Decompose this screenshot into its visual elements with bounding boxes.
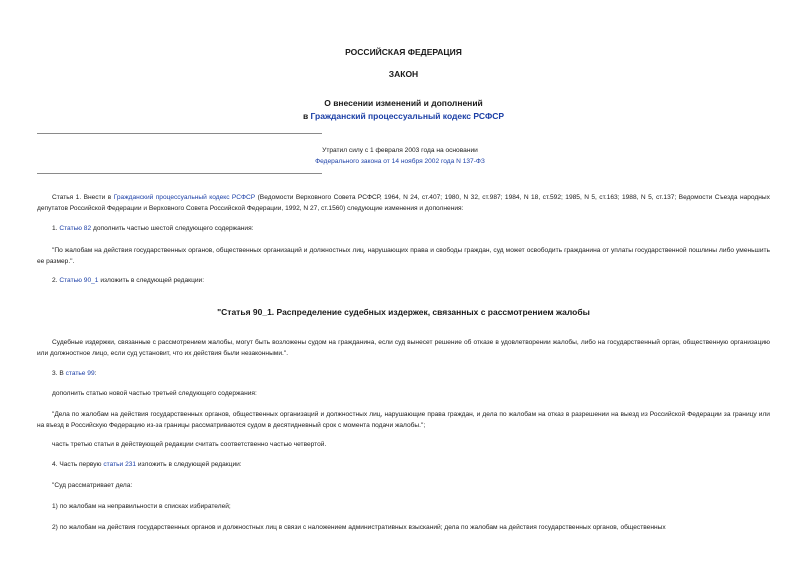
article-1-paragraph bbox=[37, 193, 770, 214]
divider-bottom bbox=[37, 173, 322, 174]
item-3a: дополнить статью новой частью третьей следующего содержания: bbox=[52, 390, 257, 397]
item-1-rest: дополнить частью шестой следующего содержания: bbox=[92, 225, 254, 232]
item-3b: часть третью статьи в действующей редакции считать соответственно частью четвертой. bbox=[52, 441, 327, 448]
item-3 bbox=[37, 369, 770, 380]
quote-2: Судебные издержки, связанные с рассмотрением жалобы, могут быть возложены судом на гражданина, если суд вынесет решение об отказе в удовлетворении жалобы, либо на государственный орган, общественную организацию или должностное лицо, если суд установит, что их действия были незаконными.". bbox=[37, 339, 770, 357]
item-3-rest: : bbox=[94, 370, 97, 377]
article-1-prefix: Статья 1. Внести в bbox=[52, 194, 112, 201]
quote-3: "Дела по жалобам на действия государственных органов, общественных организаций и должностных лиц, нарушающие права граждан, и дела по жалобам на отказ в разрешении на выезд из Российской Федерации за границу или на въезд в Российскую Федерацию из-за границы рассматриваются судом в десятидневный срок с момента подачи жалобы."; bbox=[37, 411, 770, 429]
article-231-link[interactable]: статьи 231 bbox=[103, 461, 137, 468]
item-4 bbox=[37, 460, 770, 471]
item-4-prefix: 4. Часть первую bbox=[52, 461, 102, 468]
article-1-rest: (Ведомости Верховного Совета РСФСР, 1964, N 24, ст.407; 1980, N 32, ст.987; 1984, N 18, ст.592; 1985, N 5, ст.163; 1988, N 5, ст.137; Ведомости Съезда народных депутатов Российской Федерации и Верховного Совета Российской Федерации, 1992, N 27, ст.1560) следующие изменения и дополнения: bbox=[37, 194, 770, 212]
repeal-note bbox=[300, 145, 500, 167]
item-3-prefix: 3. В bbox=[52, 370, 64, 377]
law-title-line1: О внесении изменений и дополнений bbox=[324, 98, 483, 108]
subitem-2: 2) по жалобам на действия государственных органов и должностных лиц в связи с наложением административных взысканий; дела по жалобам на действия государственных органов, общественных bbox=[52, 524, 666, 531]
law-title-line2 bbox=[0, 110, 807, 123]
federal-law-link[interactable]: Федерального закона от 14 ноября 2002 года N 137-ФЗ bbox=[315, 158, 485, 165]
item-2-rest: изложить в следующей редакции: bbox=[100, 277, 205, 284]
quote-1: "По жалобам на действия государственных органов, общественных организаций и должностных лиц, нарушающих права и свободы граждан, суд может освободить гражданина от уплаты государственной пошлины либо уменьшить ее размер.". bbox=[37, 247, 770, 265]
civil-procedure-code-link[interactable]: Гражданский процессуальный кодекс РСФСР bbox=[310, 111, 505, 121]
quote-4: "Суд рассматривает дела: bbox=[52, 482, 133, 489]
subitem-1: 1) по жалобам на неправильности в списках избирателей; bbox=[52, 503, 231, 510]
article-99-link[interactable]: статье 99 bbox=[65, 370, 95, 377]
article-90-1-heading: "Статья 90_1. Распределение судебных издержек, связанных с рассмотрением жалобы bbox=[217, 307, 590, 317]
article-82-link[interactable]: Статью 82 bbox=[59, 225, 92, 232]
item-2-prefix: 2. bbox=[52, 277, 58, 284]
item-1 bbox=[37, 224, 770, 235]
item-4-rest: изложить в следующей редакции: bbox=[137, 461, 242, 468]
doc-type-heading: ЗАКОН bbox=[388, 69, 419, 79]
law-title bbox=[0, 97, 807, 123]
item-1-prefix: 1. bbox=[52, 225, 58, 232]
law-title-prefix: в bbox=[302, 111, 309, 121]
item-2 bbox=[37, 276, 770, 287]
divider-top bbox=[37, 133, 322, 134]
country-heading: РОССИЙСКАЯ ФЕДЕРАЦИЯ bbox=[345, 47, 462, 57]
repeal-note-text: Утратил силу с 1 февраля 2003 года на основании bbox=[322, 147, 478, 154]
article-90-1-link[interactable]: Статью 90_1 bbox=[59, 277, 99, 284]
civil-procedure-code-link-2[interactable]: Гражданский процессуальный кодекс РСФСР bbox=[113, 194, 256, 201]
